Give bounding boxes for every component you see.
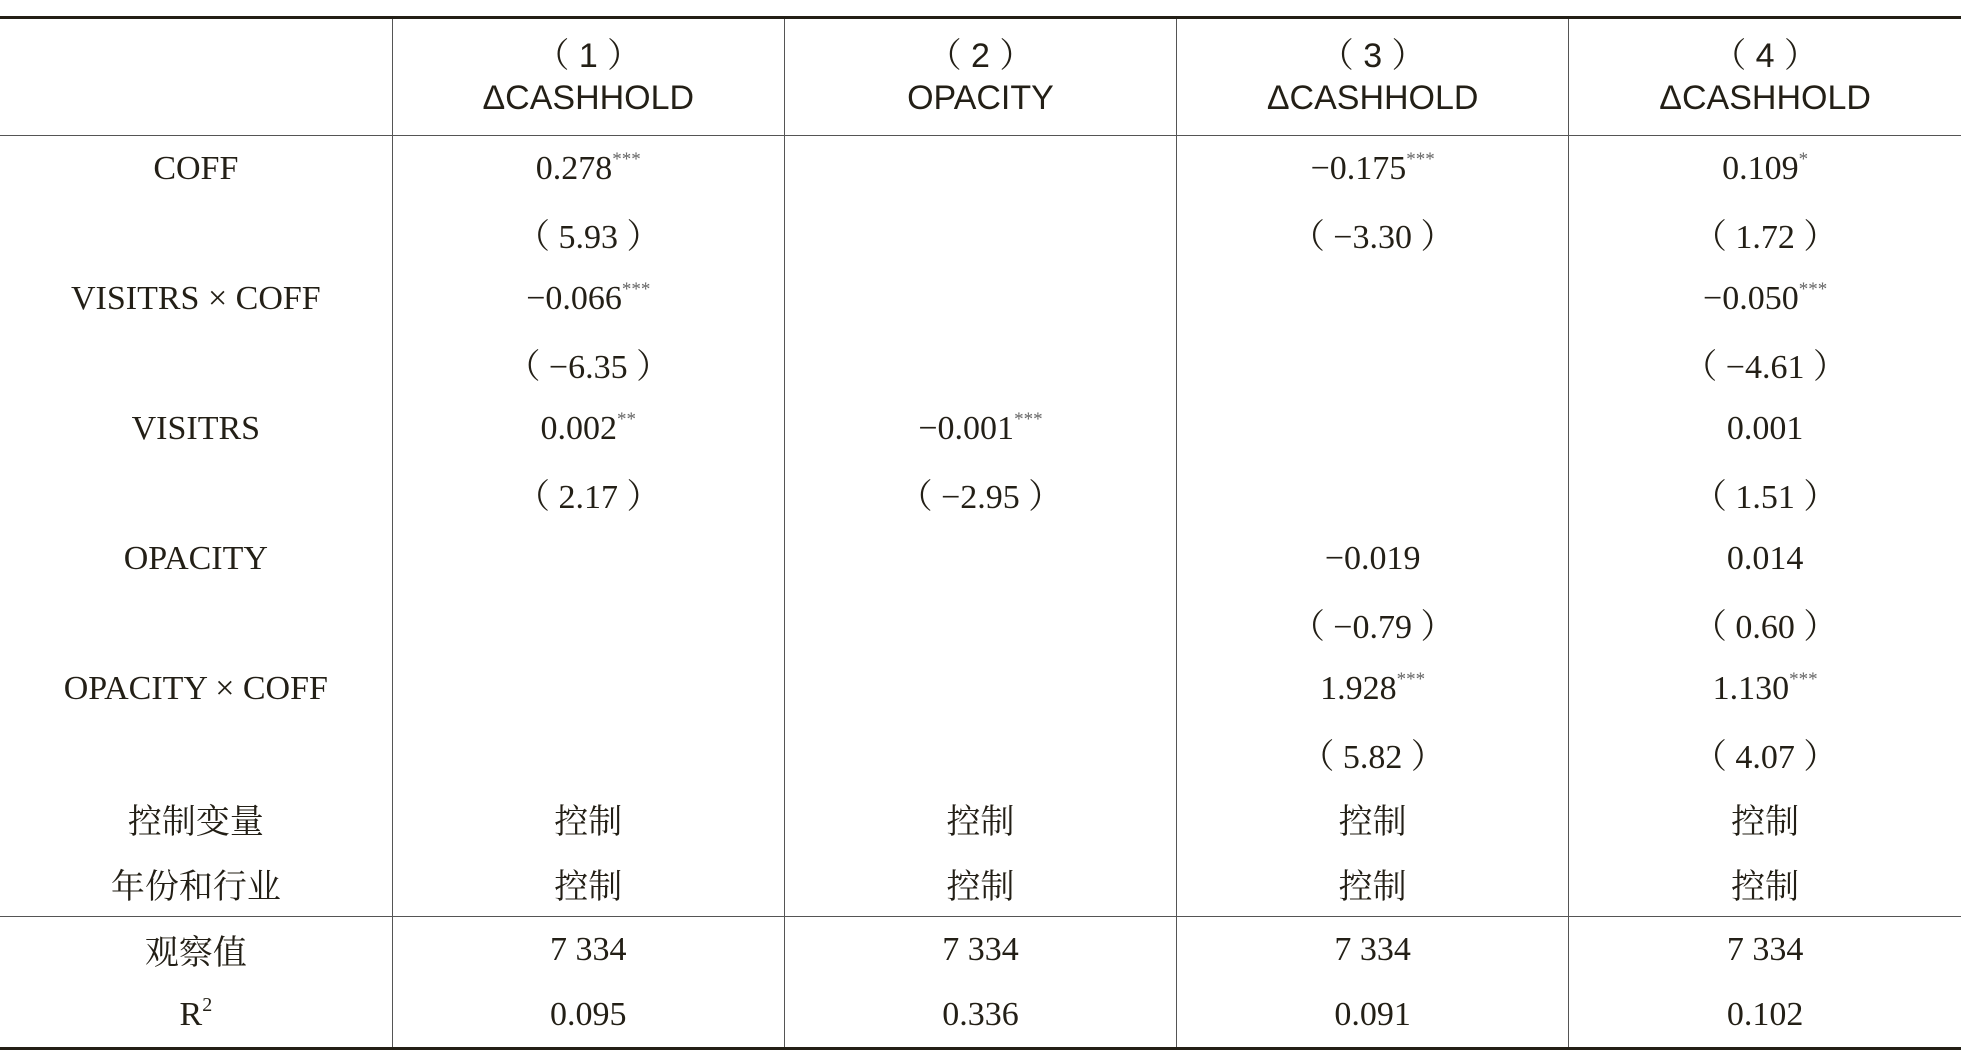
table-row (0, 851, 1961, 917)
cell-value: （ 1.51 ） (1692, 479, 1838, 516)
table-row (0, 656, 1961, 721)
row-label (0, 201, 392, 266)
observations-row (0, 917, 1961, 983)
cell-value: 控制 (554, 867, 623, 907)
table-cell (392, 526, 784, 591)
column-number: （ 2 ） (927, 37, 1034, 75)
table-cell (784, 136, 1176, 202)
table-cell (1177, 396, 1569, 461)
table-cell (1569, 461, 1961, 526)
stat-value: 0.091 (1177, 982, 1569, 1049)
cell-value: （ −4.61 ） (1683, 349, 1847, 386)
cell-value: 控制 (1338, 867, 1407, 907)
table-cell (784, 461, 1176, 526)
table-cell (784, 396, 1176, 461)
cell-value: −0.175 (1310, 149, 1407, 187)
column-header (1569, 18, 1961, 136)
cell-value: 控制 (1338, 802, 1407, 842)
table-cell (1569, 331, 1961, 396)
dependent-variable: ΔCASHHOLD (1659, 79, 1871, 117)
table-cell (784, 201, 1176, 266)
table-cell (1569, 786, 1961, 851)
table-cell (1177, 201, 1569, 266)
table-row (0, 396, 1961, 461)
stat-value: 7 334 (1569, 917, 1961, 983)
significance-stars: *** (612, 148, 641, 170)
row-label: OPACITY × COFF (63, 669, 328, 707)
column-number: （ 3 ） (1319, 37, 1426, 75)
cell-value: 1.130 (1712, 669, 1790, 707)
table-cell (784, 591, 1176, 656)
table-cell (1569, 591, 1961, 656)
cell-value: （ 2.17 ） (516, 479, 661, 516)
cell-value: （ 5.93 ） (516, 219, 661, 256)
cell-value: 1.928 (1320, 669, 1397, 707)
cell-value: （ 0.60 ） (1692, 609, 1838, 646)
table-cell (1177, 461, 1569, 526)
row-label: OPACITY (123, 539, 268, 577)
table-cell (1569, 201, 1961, 266)
cell-value: （ −2.95 ） (898, 479, 1063, 516)
significance-stars: *** (1789, 668, 1818, 690)
t-stat-row (0, 721, 1961, 786)
table-cell (1177, 721, 1569, 786)
stat-value: 7 334 (784, 917, 1176, 983)
cell-value: −0.019 (1324, 539, 1421, 577)
table-cell (784, 851, 1176, 917)
table-cell (1569, 721, 1961, 786)
table-cell (1569, 266, 1961, 331)
table-cell (392, 461, 784, 526)
table-cell (1177, 591, 1569, 656)
significance-stars: *** (1396, 668, 1426, 690)
table-caption-area (0, 0, 1961, 14)
table-cell (784, 786, 1176, 851)
table-cell (1177, 136, 1569, 202)
cell-value: 0.002 (540, 409, 618, 447)
table-cell (784, 331, 1176, 396)
r-squared-row (0, 982, 1961, 1049)
table-cell (1177, 266, 1569, 331)
column-header (392, 18, 784, 136)
row-label: COFF (153, 149, 239, 187)
table-cell (784, 656, 1176, 721)
table-row (0, 266, 1961, 331)
column-number: （ 4 ） (1712, 37, 1819, 75)
table-cell (392, 786, 784, 851)
table-cell (392, 396, 784, 461)
row-label (0, 982, 392, 1049)
dependent-variable: OPACITY (907, 79, 1054, 117)
cell-value: 0.014 (1726, 539, 1804, 577)
table-row (0, 786, 1961, 851)
t-stat-row (0, 591, 1961, 656)
cell-value: 0.001 (1726, 409, 1804, 447)
table-cell (1177, 526, 1569, 591)
significance-stars: *** (1406, 148, 1435, 170)
cell-value: 控制 (946, 867, 1015, 907)
table-cell (1569, 851, 1961, 917)
significance-stars: * (1798, 148, 1809, 170)
stat-label: 观察值 (144, 933, 247, 973)
t-stat-row (0, 331, 1961, 396)
table-cell (1177, 331, 1569, 396)
regression-table (0, 16, 1961, 1050)
superscript: 2 (202, 993, 213, 1016)
table-cell (392, 851, 784, 917)
cell-value: （ −6.35 ） (506, 349, 671, 386)
row-label (0, 591, 392, 656)
header-row (0, 18, 1961, 136)
cell-value: （ −3.30 ） (1290, 219, 1455, 256)
cell-value: （ 5.82 ） (1300, 739, 1445, 776)
table-row (0, 136, 1961, 202)
table-cell (392, 656, 784, 721)
row-label (0, 917, 392, 983)
cell-value: 控制 (1731, 802, 1800, 842)
table-cell (1569, 396, 1961, 461)
stat-label: R (179, 995, 203, 1033)
dependent-variable: ΔCASHHOLD (482, 79, 695, 117)
table-cell (1177, 786, 1569, 851)
cell-value: −0.050 (1703, 279, 1799, 317)
table-body (0, 136, 1961, 1049)
table-cell (392, 136, 784, 202)
cell-value: 控制 (946, 802, 1015, 842)
table-cell (392, 331, 784, 396)
table-cell (784, 526, 1176, 591)
t-stat-row (0, 461, 1961, 526)
table-cell (1569, 136, 1961, 202)
stat-value: 0.095 (392, 982, 784, 1049)
significance-stars: *** (1014, 408, 1043, 430)
cell-value: 控制 (1731, 867, 1800, 907)
cell-value: −0.066 (526, 279, 622, 317)
row-label: 年份和行业 (110, 867, 281, 907)
cell-value: 0.109 (1722, 149, 1799, 187)
header-stub (0, 18, 392, 136)
row-label: VISITRS × COFF (71, 279, 321, 317)
table-row (0, 526, 1961, 591)
table-cell (1177, 656, 1569, 721)
stat-value: 0.336 (784, 982, 1176, 1049)
significance-stars: *** (1798, 278, 1828, 300)
cell-value: （ 4.07 ） (1692, 739, 1838, 776)
column-number: （ 1 ） (535, 37, 642, 75)
stat-value: 7 334 (1177, 917, 1569, 983)
table-cell (392, 721, 784, 786)
cell-value: （ −0.79 ） (1290, 609, 1455, 646)
column-header (1177, 18, 1569, 136)
row-label: VISITRS (131, 409, 261, 447)
column-header (784, 18, 1176, 136)
table-cell (784, 721, 1176, 786)
table-cell (1569, 526, 1961, 591)
stat-value: 7 334 (392, 917, 784, 983)
row-label (0, 721, 392, 786)
table-cell (1177, 851, 1569, 917)
row-label (0, 461, 392, 526)
stat-value: 0.102 (1569, 982, 1961, 1049)
cell-value: （ 1.72 ） (1692, 219, 1838, 256)
cell-value: 0.278 (535, 149, 613, 187)
row-label: 控制变量 (127, 802, 264, 842)
significance-stars: ** (617, 408, 637, 430)
dependent-variable: ΔCASHHOLD (1266, 79, 1479, 117)
cell-value: −0.001 (918, 409, 1015, 447)
table-cell (392, 201, 784, 266)
cell-value: 控制 (554, 802, 623, 842)
table-cell (1569, 656, 1961, 721)
row-label (0, 331, 392, 396)
significance-stars: *** (621, 278, 651, 300)
table-cell (392, 591, 784, 656)
table-cell (392, 266, 784, 331)
table-cell (784, 266, 1176, 331)
t-stat-row (0, 201, 1961, 266)
